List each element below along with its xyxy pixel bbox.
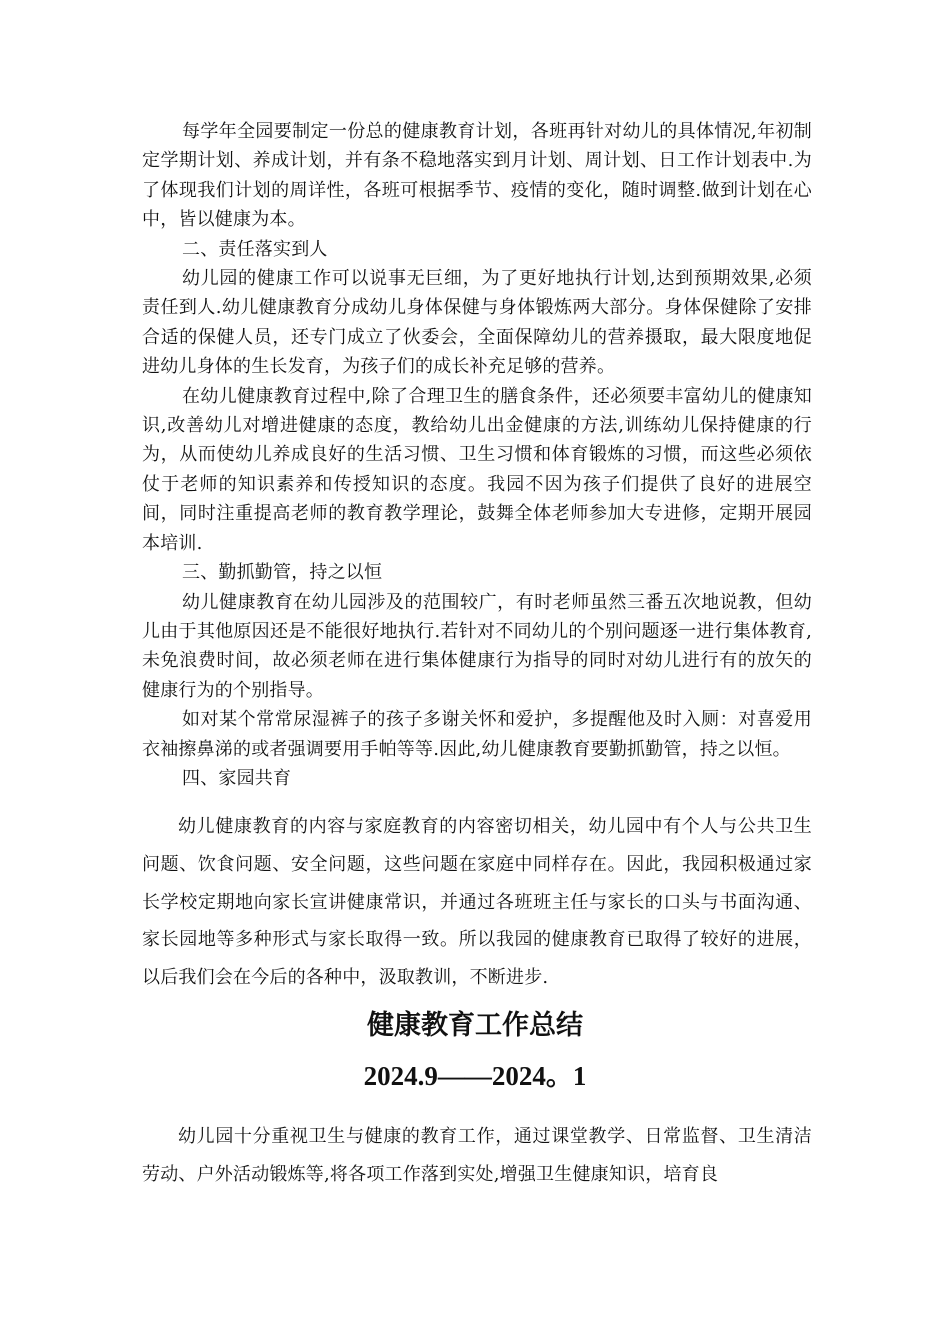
section-title: 健康教育工作总结 <box>367 1010 583 1041</box>
paragraph-home-school: 幼儿健康教育的内容与家庭教育的内容密切相关，幼儿园中有个人与公共卫生问题、饮食问题、安全问题，这些问题在家庭中同样存在。因此，我园积极通过家长学校定期地向家长宣讲健康常识，并通过各班班主任与家长的口头与书面沟通、家长园地等多种形式与家长取得一致。所以我园的健康教育已取得了较好的进展，以后我们会在今后的各种中，汲取教训，不断进步. <box>142 816 812 989</box>
section-date: 2024.9——2024。1 <box>363 1061 587 1091</box>
heading-home-school: 四、家园共育 <box>182 767 292 789</box>
paragraph-responsibility: 幼儿园的健康工作可以说事无巨细，为了更好地执行计划,达到预期效果,必须责任到人.幼儿健康教育分成幼儿身体保健与身体锻炼两大部分。身体保健除了安排合适的保健人员，还专门成立了伙委会，全面保障幼儿的营养摄取，最大限度地促进幼儿身体的生长发育，为孩子们的成长补充足够的营养。 <box>142 268 812 378</box>
heading-persistence: 三、勤抓勤管，持之以恒 <box>182 562 383 584</box>
body-text-home <box>142 808 812 997</box>
paragraph-persistence: 幼儿健康教育在幼儿园涉及的范围较广，有时老师虽然三番五次地说教，但幼儿由于其他原因还是不能很好地执行.若针对不同幼儿的个别问题逐一进行集体教育,未免浪费时间，故必须老师在进行集体健康行为指导的同时对幼儿进行有的放矢的健康行为的个别指导。 <box>142 591 812 701</box>
body-text-bottom <box>142 1118 812 1194</box>
body-text-top <box>142 117 812 793</box>
paragraph-plan: 每学年全园要制定一份总的健康教育计划，各班再针对幼儿的具体情况,年初制定学期计划、养成计划，并有条不稳地落实到月计划、周计划、日工作计划表中.为了体现我们计划的周详性，各班可根据季节、疫情的变化，随时调整.做到计划在心中，皆以健康为本。 <box>142 121 812 231</box>
heading-responsibility: 二、责任落实到人 <box>182 238 328 260</box>
paragraph-example: 如对某个常常尿湿裤子的孩子多谢关怀和爱护，多提醒他及时入厕：对喜爱用衣袖擦鼻涕的或者强调要用手帕等等.因此,幼儿健康教育要勤抓勤管，持之以恒。 <box>142 709 812 760</box>
paragraph-intro: 幼儿园十分重视卫生与健康的教育工作，通过课堂教学、日常监督、卫生清洁劳动、户外活动锻炼等,将各项工作落到实处,增强卫生健康知识，培育良 <box>142 1126 812 1185</box>
paragraph-education-process: 在幼儿健康教育过程中,除了合理卫生的膳食条件，还必须要丰富幼儿的健康知识,改善幼儿对增进健康的态度，教给幼儿出金健康的方法,训练幼儿保持健康的行为，从而使幼儿养成良好的生活习惯、卫生习惯和体育锻炼的习惯，而这些必须依仗于老师的知识素养和传授知识的态度。我园不因为孩子们提供了良好的进展空间，同时注重提高老师的教育教学理论，鼓舞全体老师参加大专进修，定期开展园本培训. <box>142 385 812 554</box>
